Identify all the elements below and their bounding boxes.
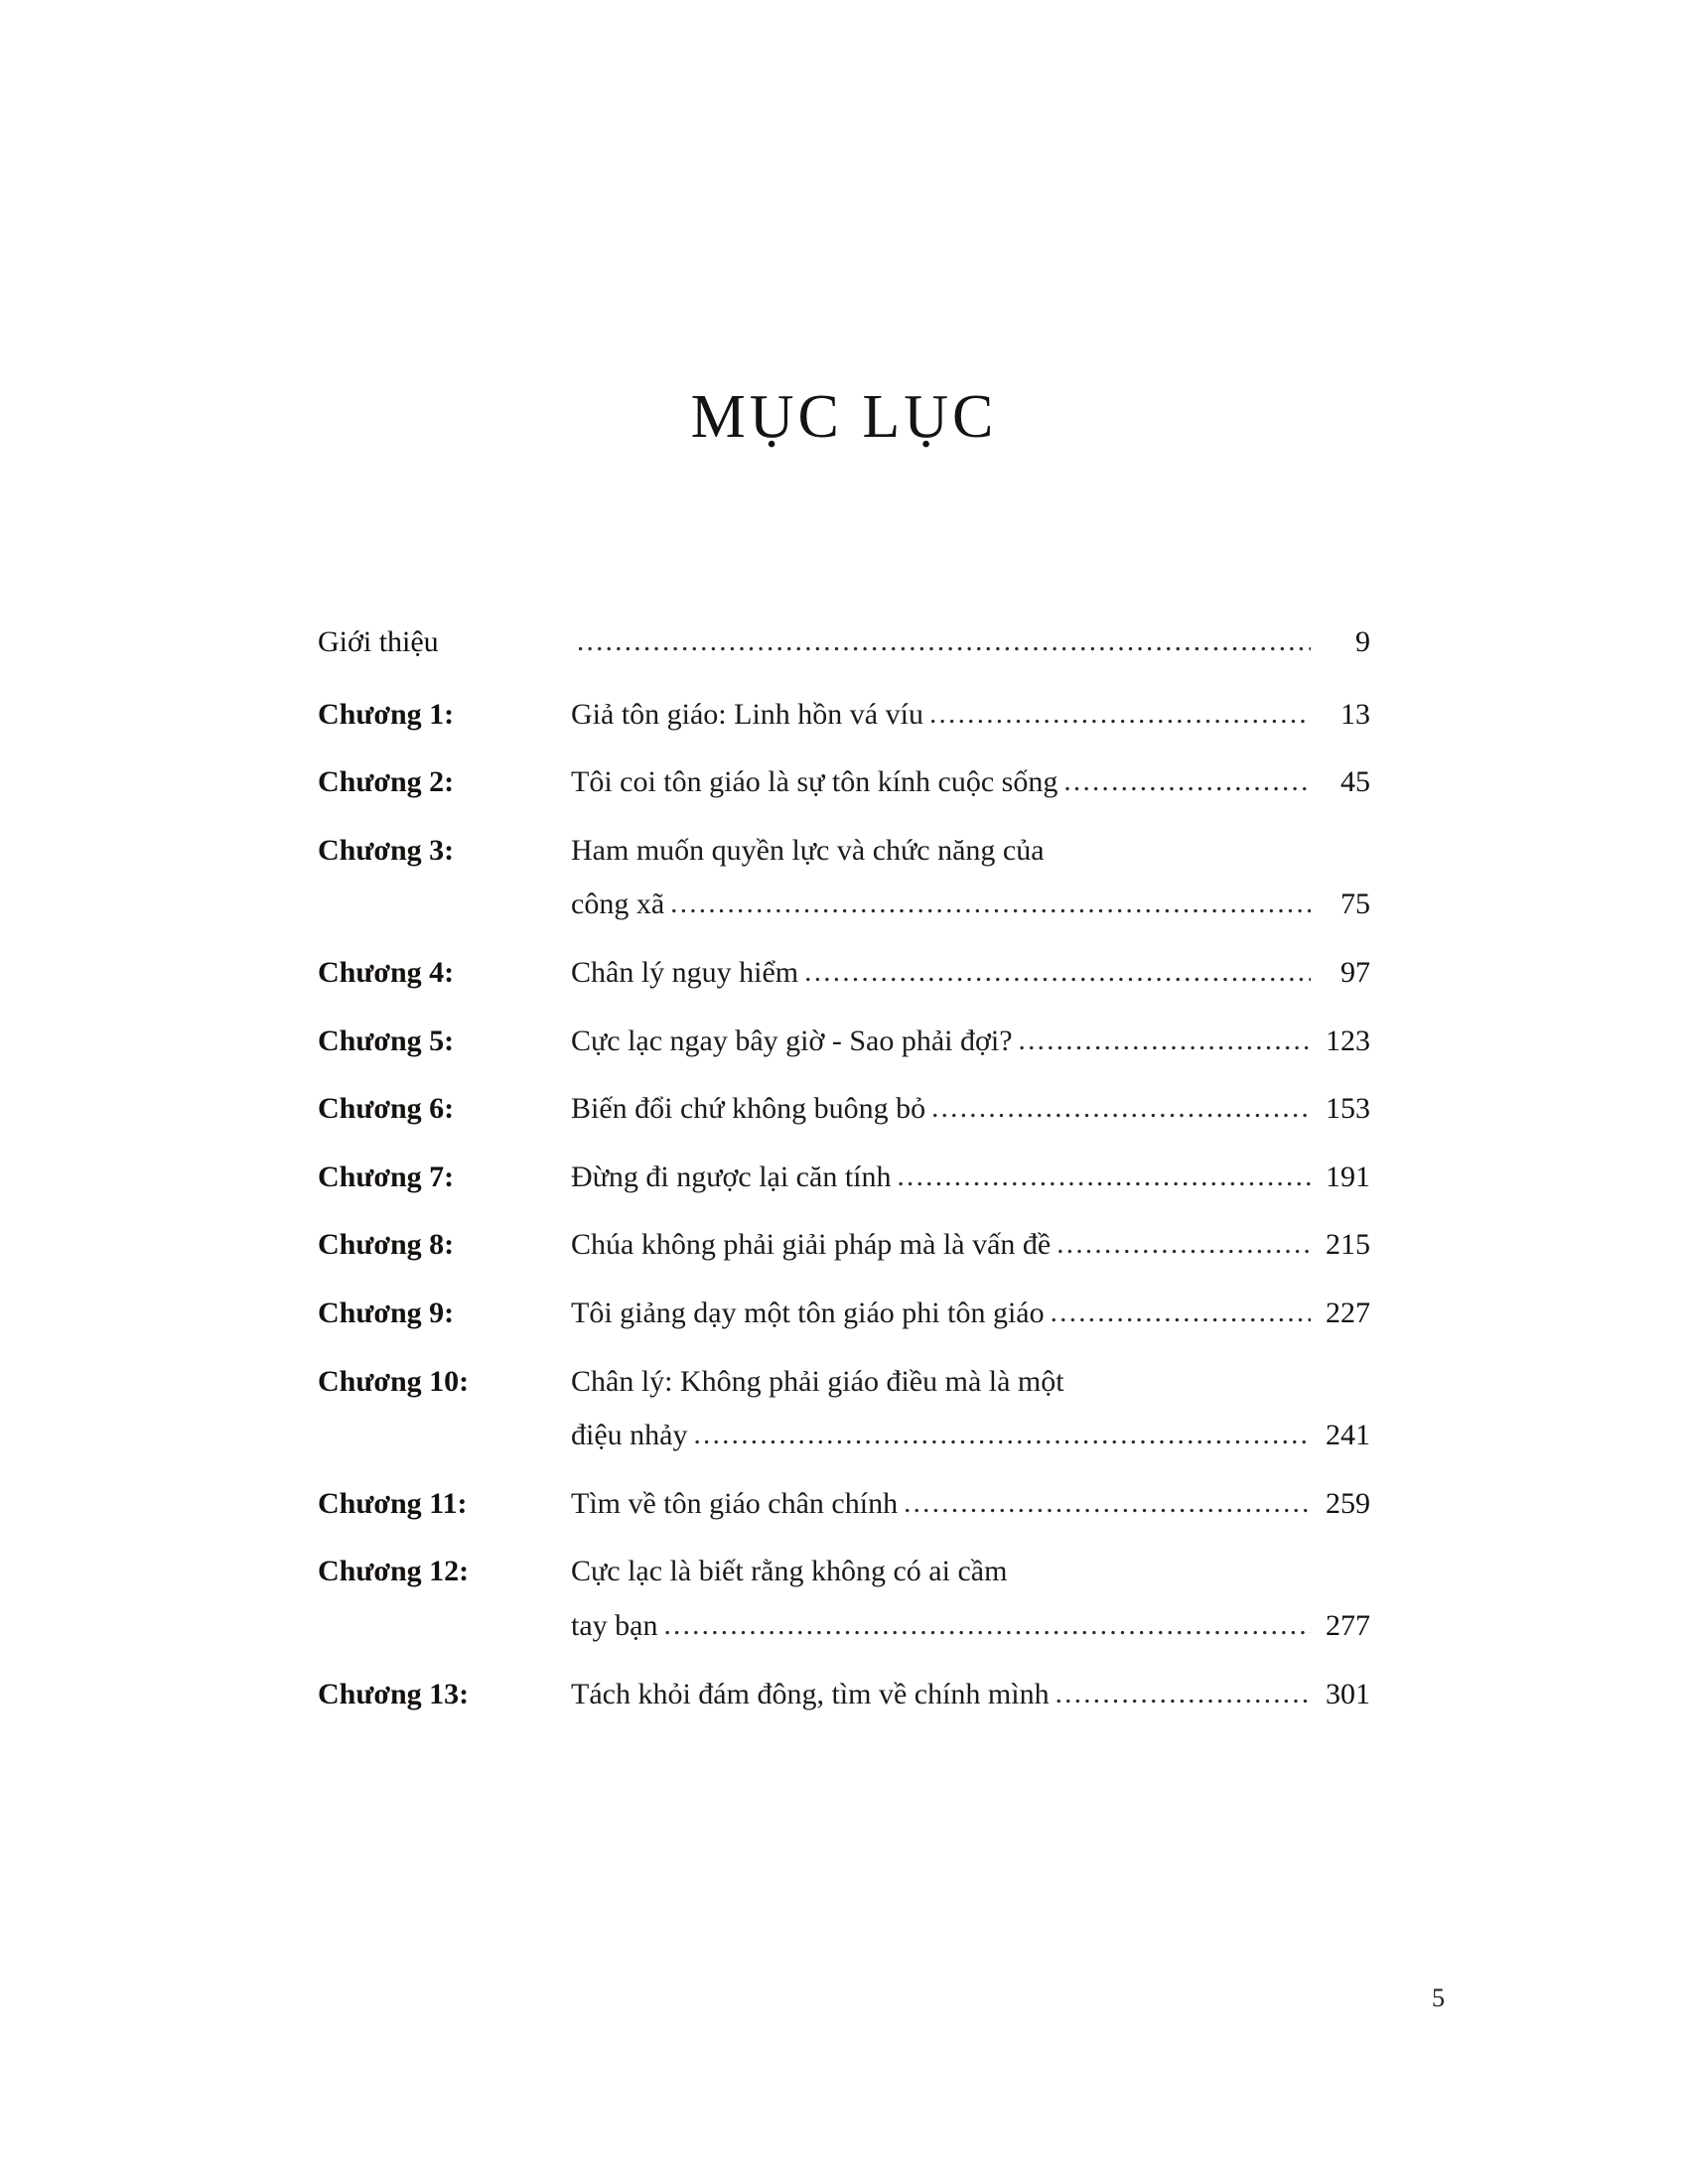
toc-entry-page: 97 — [1340, 955, 1370, 989]
toc-entry-line — [571, 694, 1370, 737]
toc-entry[interactable] — [318, 694, 1370, 737]
toc-entry-line — [571, 1293, 1370, 1335]
toc-entry-line — [571, 830, 1370, 873]
toc-leader-dots — [804, 952, 1311, 993]
toc-leader-dots — [577, 621, 1311, 662]
toc-leader-dots — [1051, 1293, 1311, 1333]
toc-entry-body — [571, 1224, 1370, 1267]
toc-entry[interactable] — [318, 1674, 1370, 1716]
toc-entry-title: Ham muốn quyền lực và chức năng của — [571, 833, 1045, 867]
toc-entry[interactable] — [318, 761, 1370, 804]
toc-leader-dots — [663, 1605, 1311, 1646]
toc-entry-body — [571, 694, 1370, 737]
toc-entry-page: 9 — [1355, 625, 1370, 658]
toc-entry[interactable] — [318, 1293, 1370, 1335]
toc-entry-page: 45 — [1340, 765, 1370, 799]
toc-entry-page: 191 — [1326, 1160, 1370, 1193]
toc-entry-line — [571, 952, 1370, 995]
toc-entry-label: Chương 8: — [318, 1228, 455, 1262]
toc-entry-line — [571, 1224, 1370, 1267]
toc-entry-page: 241 — [1326, 1419, 1370, 1452]
toc-leader-dots — [1063, 761, 1311, 802]
toc-entry-line — [571, 621, 1370, 664]
toc-entry-body — [571, 952, 1370, 995]
toc-entry-line — [571, 1088, 1370, 1131]
toc-entry-title: Chân lý nguy hiểm — [571, 955, 799, 989]
toc-entry-body — [571, 1088, 1370, 1131]
toc-entry-page: 75 — [1340, 887, 1370, 921]
toc-entry-title: công xã — [571, 887, 665, 921]
toc-leader-dots — [931, 1088, 1311, 1129]
toc-entry-label: Giới thiệu — [318, 625, 439, 658]
toc-entry-label: Chương 5: — [318, 1024, 455, 1057]
table-of-contents — [318, 453, 1370, 1715]
toc-entry-page: 227 — [1326, 1296, 1370, 1329]
toc-entry-title: Cực lạc là biết rằng không có ai cầm — [571, 1555, 1008, 1588]
toc-entry-body — [571, 1021, 1370, 1063]
toc-leader-dots — [929, 694, 1311, 735]
toc-entry-line — [571, 1361, 1370, 1404]
toc-entry[interactable] — [318, 1088, 1370, 1131]
toc-entry[interactable] — [318, 621, 1370, 664]
toc-entry-body — [571, 761, 1370, 804]
toc-entry-label: Chương 6: — [318, 1092, 455, 1126]
toc-entry-body — [571, 830, 1370, 926]
toc-entry-title: Tôi giảng dạy một tôn giáo phi tôn giáo — [571, 1296, 1045, 1329]
toc-entry-label: Chương 7: — [318, 1160, 455, 1193]
toc-entry-label: Chương 4: — [318, 955, 455, 989]
toc-entry[interactable] — [318, 830, 1370, 926]
toc-entry-page: 277 — [1326, 1608, 1370, 1642]
toc-entry[interactable] — [318, 1224, 1370, 1267]
toc-entry-label: Chương 11: — [318, 1486, 468, 1520]
toc-entry-label: Chương 9: — [318, 1296, 455, 1329]
toc-entry[interactable] — [318, 1551, 1370, 1647]
toc-entry-label: Chương 12: — [318, 1555, 470, 1588]
toc-entry[interactable] — [318, 952, 1370, 995]
toc-entry-page: 13 — [1340, 697, 1370, 731]
toc-entry-title: Tìm về tôn giáo chân chính — [571, 1486, 899, 1520]
toc-entry-title: Tôi coi tôn giáo là sự tôn kính cuộc sống — [571, 765, 1058, 799]
toc-entry-page: 215 — [1326, 1228, 1370, 1262]
toc-entry-body — [571, 1361, 1370, 1457]
toc-entry-line — [571, 1415, 1370, 1457]
toc-entry-title: Giả tôn giáo: Linh hồn vá víu — [571, 697, 923, 731]
toc-entry-label: Chương 13: — [318, 1677, 470, 1710]
toc-entry-body — [571, 1551, 1370, 1647]
toc-entry-title: Tách khỏi đám đông, tìm về chính mình — [571, 1677, 1050, 1710]
toc-leader-dots — [1055, 1674, 1311, 1714]
page-title: MỤC LỤC — [690, 383, 998, 451]
toc-entry-body — [571, 1293, 1370, 1335]
toc-entry-body — [571, 621, 1370, 664]
toc-entry-label: Chương 3: — [318, 833, 455, 867]
toc-entry[interactable] — [318, 1157, 1370, 1199]
toc-entry-title: Cực lạc ngay bây giờ - Sao phải đợi? — [571, 1024, 1013, 1057]
toc-entry-line — [571, 761, 1370, 804]
toc-entry-title: Đừng đi ngược lại căn tính — [571, 1160, 892, 1193]
toc-leader-dots — [1056, 1224, 1311, 1265]
toc-leader-dots — [904, 1483, 1311, 1524]
toc-entry-line — [571, 1483, 1370, 1526]
toc-entry-page: 123 — [1326, 1024, 1370, 1057]
toc-entry-label: Chương 1: — [318, 697, 455, 731]
toc-entry-page: 259 — [1326, 1486, 1370, 1520]
toc-entry-line — [571, 1605, 1370, 1648]
toc-entry-body — [571, 1483, 1370, 1526]
toc-entry[interactable] — [318, 1483, 1370, 1526]
toc-entry-line — [571, 1674, 1370, 1716]
toc-leader-dots — [670, 884, 1311, 924]
toc-entry-title: điệu nhảy — [571, 1419, 688, 1452]
toc-entry-line — [571, 1157, 1370, 1199]
page-number: 5 — [1432, 1983, 1445, 2012]
toc-entry-body — [571, 1157, 1370, 1199]
toc-entry[interactable] — [318, 1021, 1370, 1063]
toc-entry-body — [571, 1674, 1370, 1716]
toc-entry-title: tay bạn — [571, 1608, 658, 1642]
toc-entry-page: 153 — [1326, 1092, 1370, 1126]
toc-leader-dots — [898, 1157, 1312, 1197]
toc-leader-dots — [1019, 1021, 1311, 1061]
toc-entry-title: Biến đổi chứ không buông bỏ — [571, 1092, 926, 1126]
toc-entry-line — [571, 1551, 1370, 1593]
toc-entry[interactable] — [318, 1361, 1370, 1457]
toc-entry-title: Chân lý: Không phải giáo điều mà là một — [571, 1364, 1064, 1398]
toc-leader-dots — [693, 1415, 1311, 1455]
toc-entry-label: Chương 2: — [318, 765, 455, 799]
toc-entry-title: Chúa không phải giải pháp mà là vấn đề — [571, 1228, 1052, 1262]
toc-entry-line — [571, 1021, 1370, 1063]
toc-entry-label: Chương 10: — [318, 1364, 470, 1398]
toc-entry-page: 301 — [1326, 1677, 1370, 1710]
toc-entry-line — [571, 884, 1370, 926]
